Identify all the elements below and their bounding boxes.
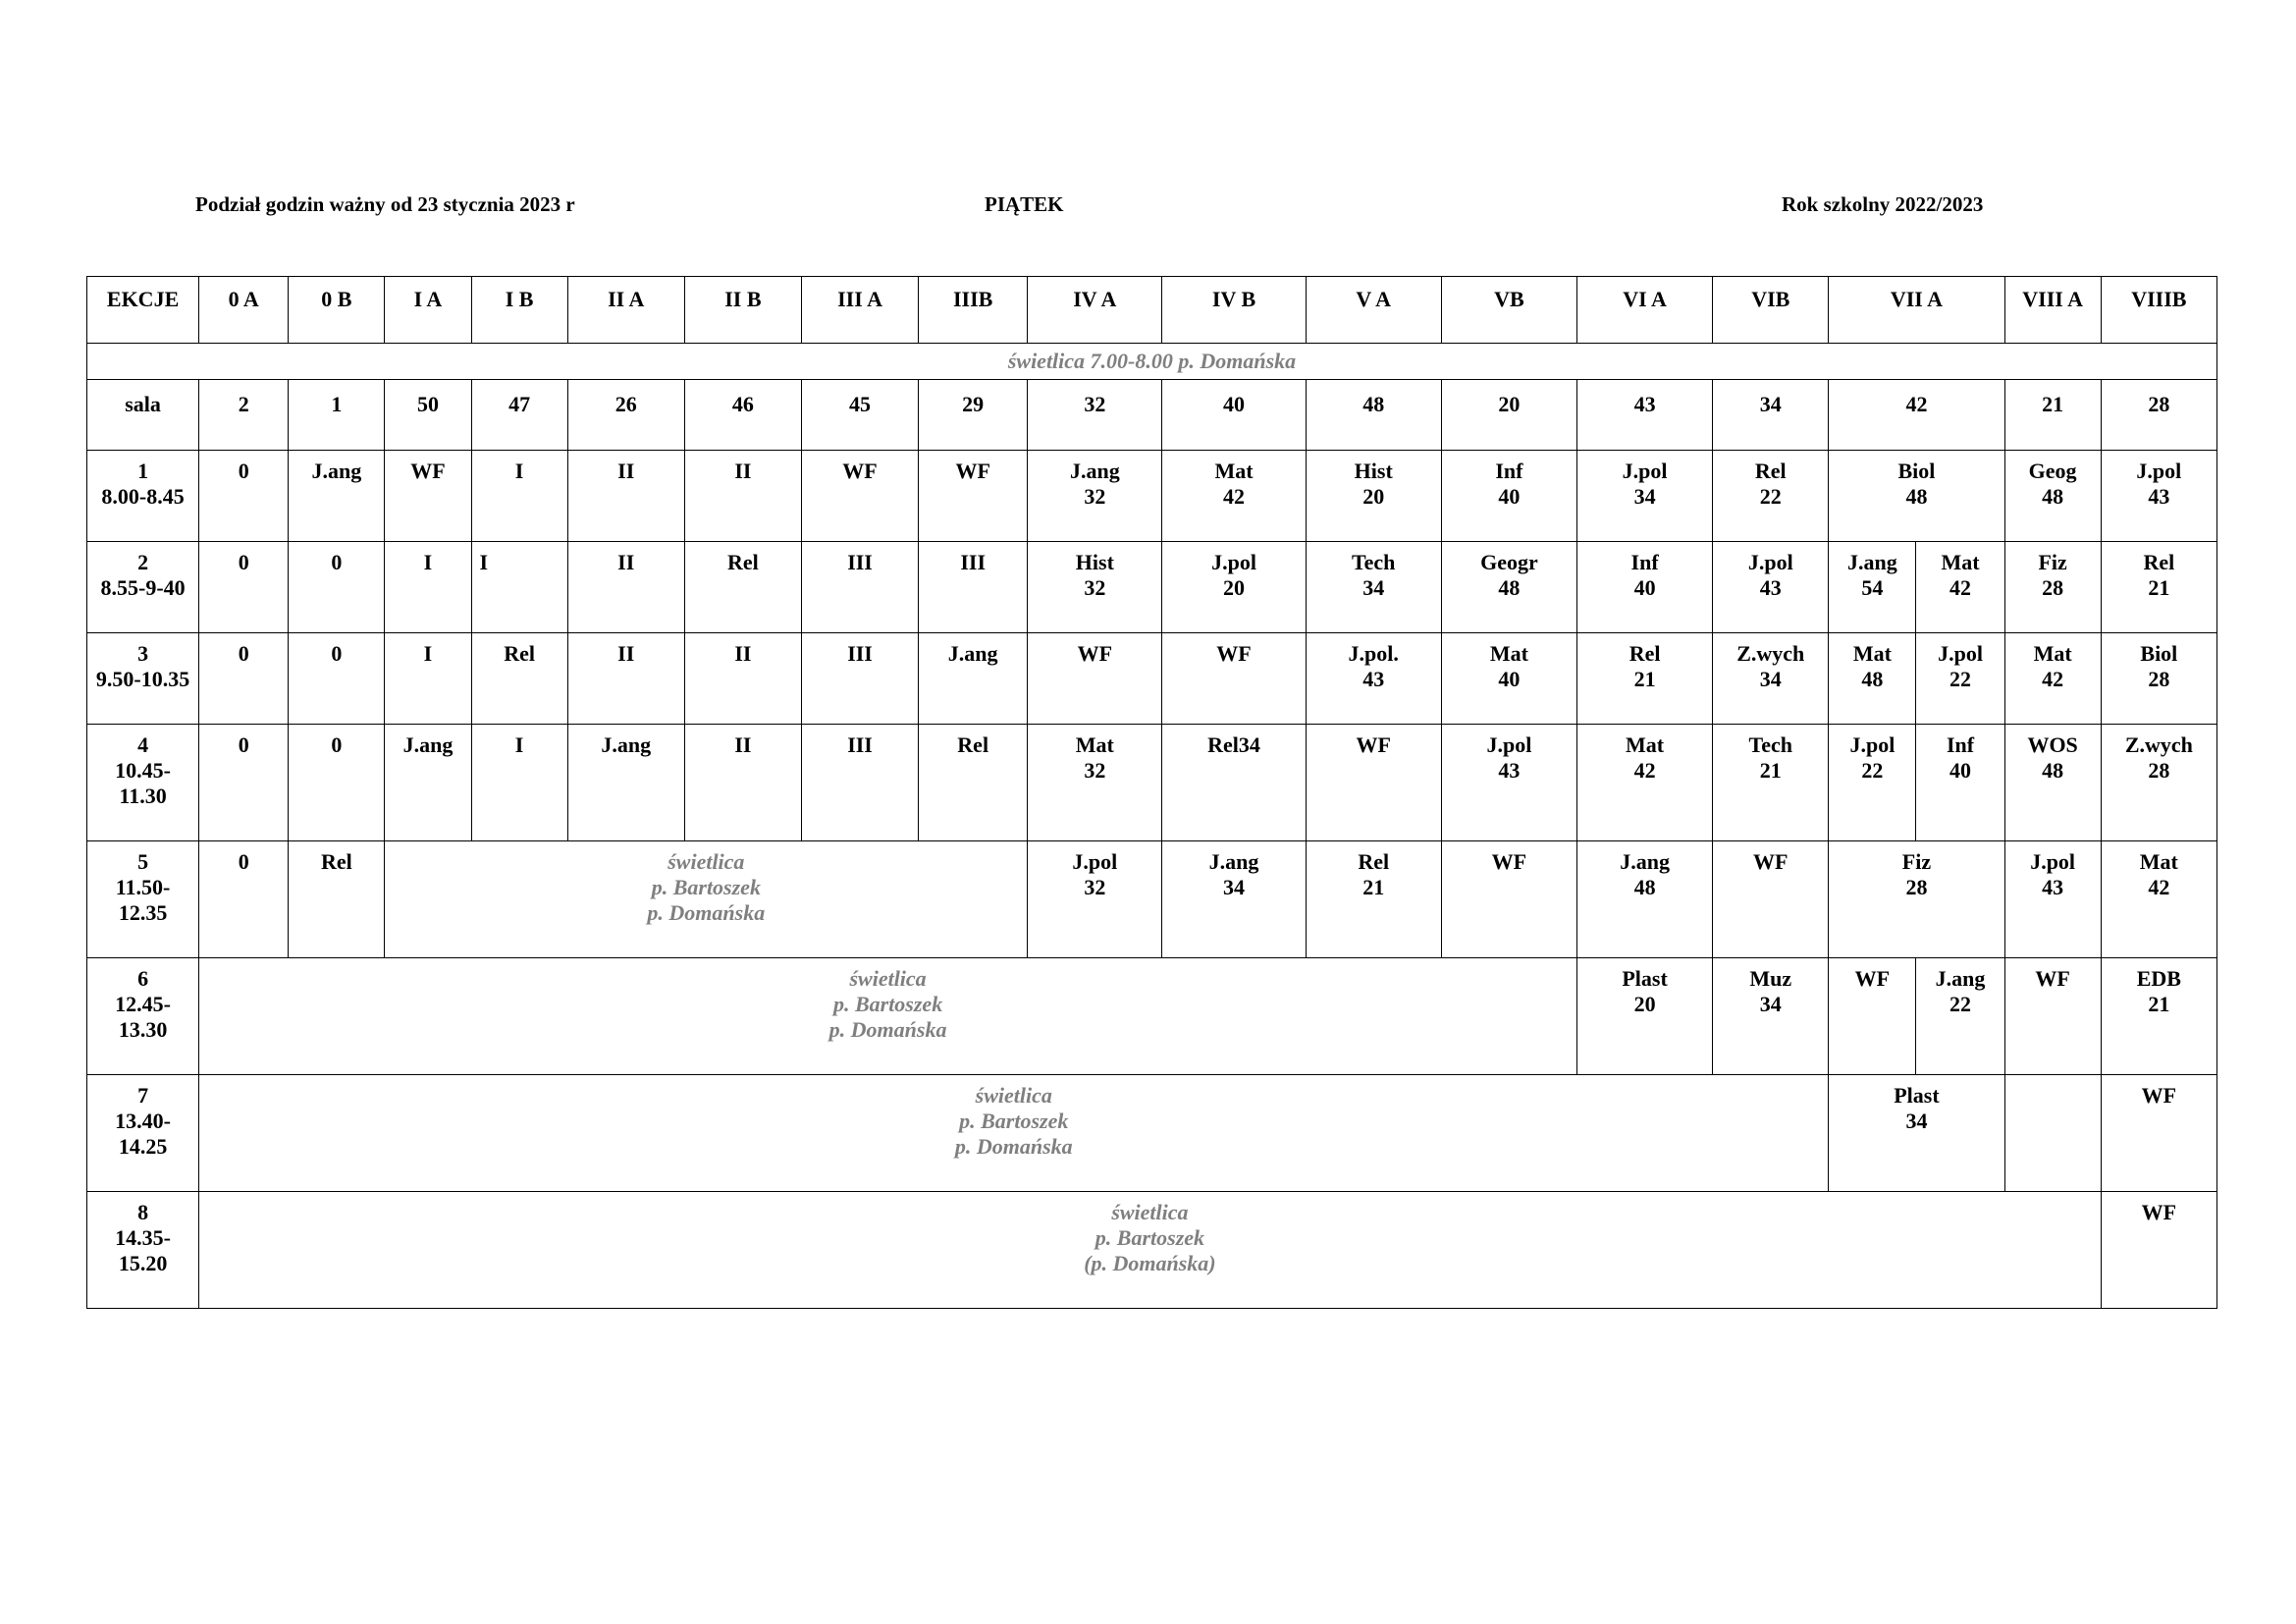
lesson-cell: Inf 40: [1916, 725, 2004, 841]
lesson-cell: Rel34: [1162, 725, 1306, 841]
lesson-cell: Fiz 28: [2004, 542, 2101, 633]
swietlica-cell: świetlica p. Bartoszek p. Domańska: [385, 841, 1028, 958]
lesson-cell: Plast 34: [1829, 1075, 2004, 1192]
header-cell-iva: IV A: [1028, 277, 1162, 344]
lesson-cell: J.pol. 43: [1306, 633, 1441, 725]
lesson-cell: III: [801, 542, 918, 633]
lesson-row-5: [87, 841, 2217, 958]
lesson-cell: Geog 48: [2004, 451, 2101, 542]
lesson-time-label: 5 11.50- 12.35: [87, 841, 199, 958]
weekday-heading: PIĄTEK: [985, 192, 1064, 216]
lesson-cell: J.ang 48: [1577, 841, 1713, 958]
header-cell-vib: VIB: [1713, 277, 1829, 344]
room-cell: 43: [1577, 380, 1713, 451]
lesson-cell: Rel: [684, 542, 801, 633]
lesson-cell: 0: [199, 633, 289, 725]
header-cell-viiia: VIII A: [2004, 277, 2101, 344]
header-cell-via: VI A: [1577, 277, 1713, 344]
lesson-cell: I: [385, 633, 471, 725]
lesson-cell: Rel 21: [1306, 841, 1441, 958]
lesson-cell: [2004, 1075, 2101, 1192]
lesson-cell: Mat 32: [1028, 725, 1162, 841]
lesson-cell: WF: [1441, 841, 1576, 958]
lesson-cell: Mat 42: [1162, 451, 1306, 542]
room-cell: 46: [684, 380, 801, 451]
lesson-cell: I: [471, 451, 567, 542]
lesson-cell: Z.wych 34: [1713, 633, 1829, 725]
lesson-cell: J.ang 22: [1916, 958, 2004, 1075]
lesson-cell: Tech 34: [1306, 542, 1441, 633]
lesson-cell: Plast 20: [1577, 958, 1713, 1075]
lesson-cell: 0: [199, 542, 289, 633]
swietlica-cell: świetlica p. Bartoszek (p. Domańska): [199, 1192, 2102, 1309]
lesson-cell: Rel: [471, 633, 567, 725]
lesson-cell: Hist 20: [1306, 451, 1441, 542]
header-cell-ib: I B: [471, 277, 567, 344]
lesson-cell: WF: [2101, 1192, 2216, 1309]
lesson-cell: Rel 21: [2101, 542, 2216, 633]
lesson-cell: WOS 48: [2004, 725, 2101, 841]
room-cell: 28: [2101, 380, 2216, 451]
lesson-cell: II: [567, 542, 684, 633]
lesson-row-1: [87, 451, 2217, 542]
lesson-row-8: [87, 1192, 2217, 1309]
header-cell-iia: II A: [567, 277, 684, 344]
lesson-cell: I: [385, 542, 471, 633]
lesson-cell: II: [684, 451, 801, 542]
header-cell-viia: VII A: [1829, 277, 2004, 344]
lesson-cell: Rel 21: [1577, 633, 1713, 725]
header-cell-iiib: IIIB: [919, 277, 1028, 344]
lesson-cell: WF: [801, 451, 918, 542]
room-cell: 45: [801, 380, 918, 451]
lesson-cell: J.pol 34: [1577, 451, 1713, 542]
class-header-row: [87, 277, 2217, 344]
room-cell: 50: [385, 380, 471, 451]
room-cell: 26: [567, 380, 684, 451]
lesson-cell: 0: [199, 841, 289, 958]
lesson-time-label: 3 9.50-10.35: [87, 633, 199, 725]
room-row-label: sala: [87, 380, 199, 451]
timetable: [86, 276, 2217, 1309]
lesson-cell: Inf 40: [1441, 451, 1576, 542]
lesson-cell: J.pol 22: [1916, 633, 2004, 725]
room-cell: 40: [1162, 380, 1306, 451]
lesson-row-7: [87, 1075, 2217, 1192]
room-cell: 48: [1306, 380, 1441, 451]
lesson-cell: WF: [1829, 958, 1916, 1075]
header-cell-va: V A: [1306, 277, 1441, 344]
header-cell-ivb: IV B: [1162, 277, 1306, 344]
lesson-cell: Biol 28: [2101, 633, 2216, 725]
lesson-cell: Muz 34: [1713, 958, 1829, 1075]
lesson-cell: J.ang: [289, 451, 385, 542]
lesson-cell: J.ang 34: [1162, 841, 1306, 958]
lesson-cell: 0: [289, 633, 385, 725]
lesson-cell: Mat 42: [1577, 725, 1713, 841]
header-cell-iiia: III A: [801, 277, 918, 344]
lesson-cell: WF: [385, 451, 471, 542]
lesson-cell: II: [684, 633, 801, 725]
lesson-cell: J.ang: [919, 633, 1028, 725]
lesson-cell: J.pol 43: [1713, 542, 1829, 633]
room-row: [87, 380, 2217, 451]
header-cell-ia: I A: [385, 277, 471, 344]
lesson-cell: II: [567, 633, 684, 725]
lesson-cell: Tech 21: [1713, 725, 1829, 841]
header-cell-iib: II B: [684, 277, 801, 344]
lesson-cell: III: [801, 633, 918, 725]
lesson-cell: Inf 40: [1577, 542, 1713, 633]
lesson-cell: III: [919, 542, 1028, 633]
lesson-cell: Mat 42: [2004, 633, 2101, 725]
lesson-cell: II: [567, 451, 684, 542]
swietlica-cell: świetlica p. Bartoszek p. Domańska: [199, 958, 1577, 1075]
school-year-heading: Rok szkolny 2022/2023: [1782, 192, 1984, 216]
room-cell: 20: [1441, 380, 1576, 451]
header-cell-lessons: EKCJE: [87, 277, 199, 344]
lesson-cell: I: [471, 542, 567, 633]
lesson-time-label: 6 12.45- 13.30: [87, 958, 199, 1075]
room-cell: 47: [471, 380, 567, 451]
room-cell: 42: [1829, 380, 2004, 451]
lesson-cell: WF: [1713, 841, 1829, 958]
room-cell: 34: [1713, 380, 1829, 451]
header-cell-vb: VB: [1441, 277, 1576, 344]
lesson-cell: Mat 42: [1916, 542, 2004, 633]
swietlica-cell: świetlica p. Bartoszek p. Domańska: [199, 1075, 1829, 1192]
header-cell-viiib: VIIIB: [2101, 277, 2216, 344]
header-cell-0b: 0 B: [289, 277, 385, 344]
lesson-cell: Mat 42: [2101, 841, 2216, 958]
lesson-cell: J.pol 22: [1829, 725, 1916, 841]
lesson-cell: WF: [2101, 1075, 2216, 1192]
lesson-cell: Z.wych 28: [2101, 725, 2216, 841]
header-cell-0a: 0 A: [199, 277, 289, 344]
lesson-time-label: 2 8.55-9-40: [87, 542, 199, 633]
lesson-cell: Geogr 48: [1441, 542, 1576, 633]
lesson-time-label: 4 10.45- 11.30: [87, 725, 199, 841]
lesson-cell: J.ang: [385, 725, 471, 841]
morning-swietlica-cell: świetlica 7.00-8.00 p. Domańska: [87, 344, 2217, 380]
lesson-cell: J.pol 20: [1162, 542, 1306, 633]
lesson-cell: Rel: [919, 725, 1028, 841]
lesson-row-3: [87, 633, 2217, 725]
lesson-cell: WF: [1028, 633, 1162, 725]
lesson-cell: II: [684, 725, 801, 841]
lesson-cell: Mat 48: [1829, 633, 1916, 725]
lesson-cell: 0: [199, 451, 289, 542]
lesson-time-label: 1 8.00-8.45: [87, 451, 199, 542]
lesson-cell: J.pol 43: [2101, 451, 2216, 542]
lesson-cell: J.ang: [567, 725, 684, 841]
lesson-cell: Mat 40: [1441, 633, 1576, 725]
lesson-row-6: [87, 958, 2217, 1075]
lesson-time-label: 8 14.35- 15.20: [87, 1192, 199, 1309]
lesson-cell: WF: [2004, 958, 2101, 1075]
morning-swietlica-row: [87, 344, 2217, 380]
lesson-cell: J.pol 43: [2004, 841, 2101, 958]
lesson-cell: J.pol 43: [1441, 725, 1576, 841]
lesson-cell: 0: [289, 542, 385, 633]
lesson-cell: Biol 48: [1829, 451, 2004, 542]
lesson-cell: 0: [199, 725, 289, 841]
lesson-cell: WF: [1162, 633, 1306, 725]
room-cell: 1: [289, 380, 385, 451]
lesson-cell: WF: [1306, 725, 1441, 841]
lesson-cell: J.pol 32: [1028, 841, 1162, 958]
lesson-cell: I: [471, 725, 567, 841]
room-cell: 32: [1028, 380, 1162, 451]
lesson-cell: Rel 22: [1713, 451, 1829, 542]
lesson-cell: J.ang 32: [1028, 451, 1162, 542]
lesson-cell: EDB 21: [2101, 958, 2216, 1075]
lesson-cell: J.ang 54: [1829, 542, 1916, 633]
validity-date-heading: Podział godzin ważny od 23 stycznia 2023 r: [195, 192, 575, 216]
lesson-row-4: [87, 725, 2217, 841]
lesson-cell: Rel: [289, 841, 385, 958]
room-cell: 2: [199, 380, 289, 451]
lesson-cell: III: [801, 725, 918, 841]
lesson-cell: Hist 32: [1028, 542, 1162, 633]
room-cell: 21: [2004, 380, 2101, 451]
lesson-cell: 0: [289, 725, 385, 841]
lesson-row-2: [87, 542, 2217, 633]
room-cell: 29: [919, 380, 1028, 451]
lesson-time-label: 7 13.40- 14.25: [87, 1075, 199, 1192]
lesson-cell: WF: [919, 451, 1028, 542]
lesson-cell: Fiz 28: [1829, 841, 2004, 958]
